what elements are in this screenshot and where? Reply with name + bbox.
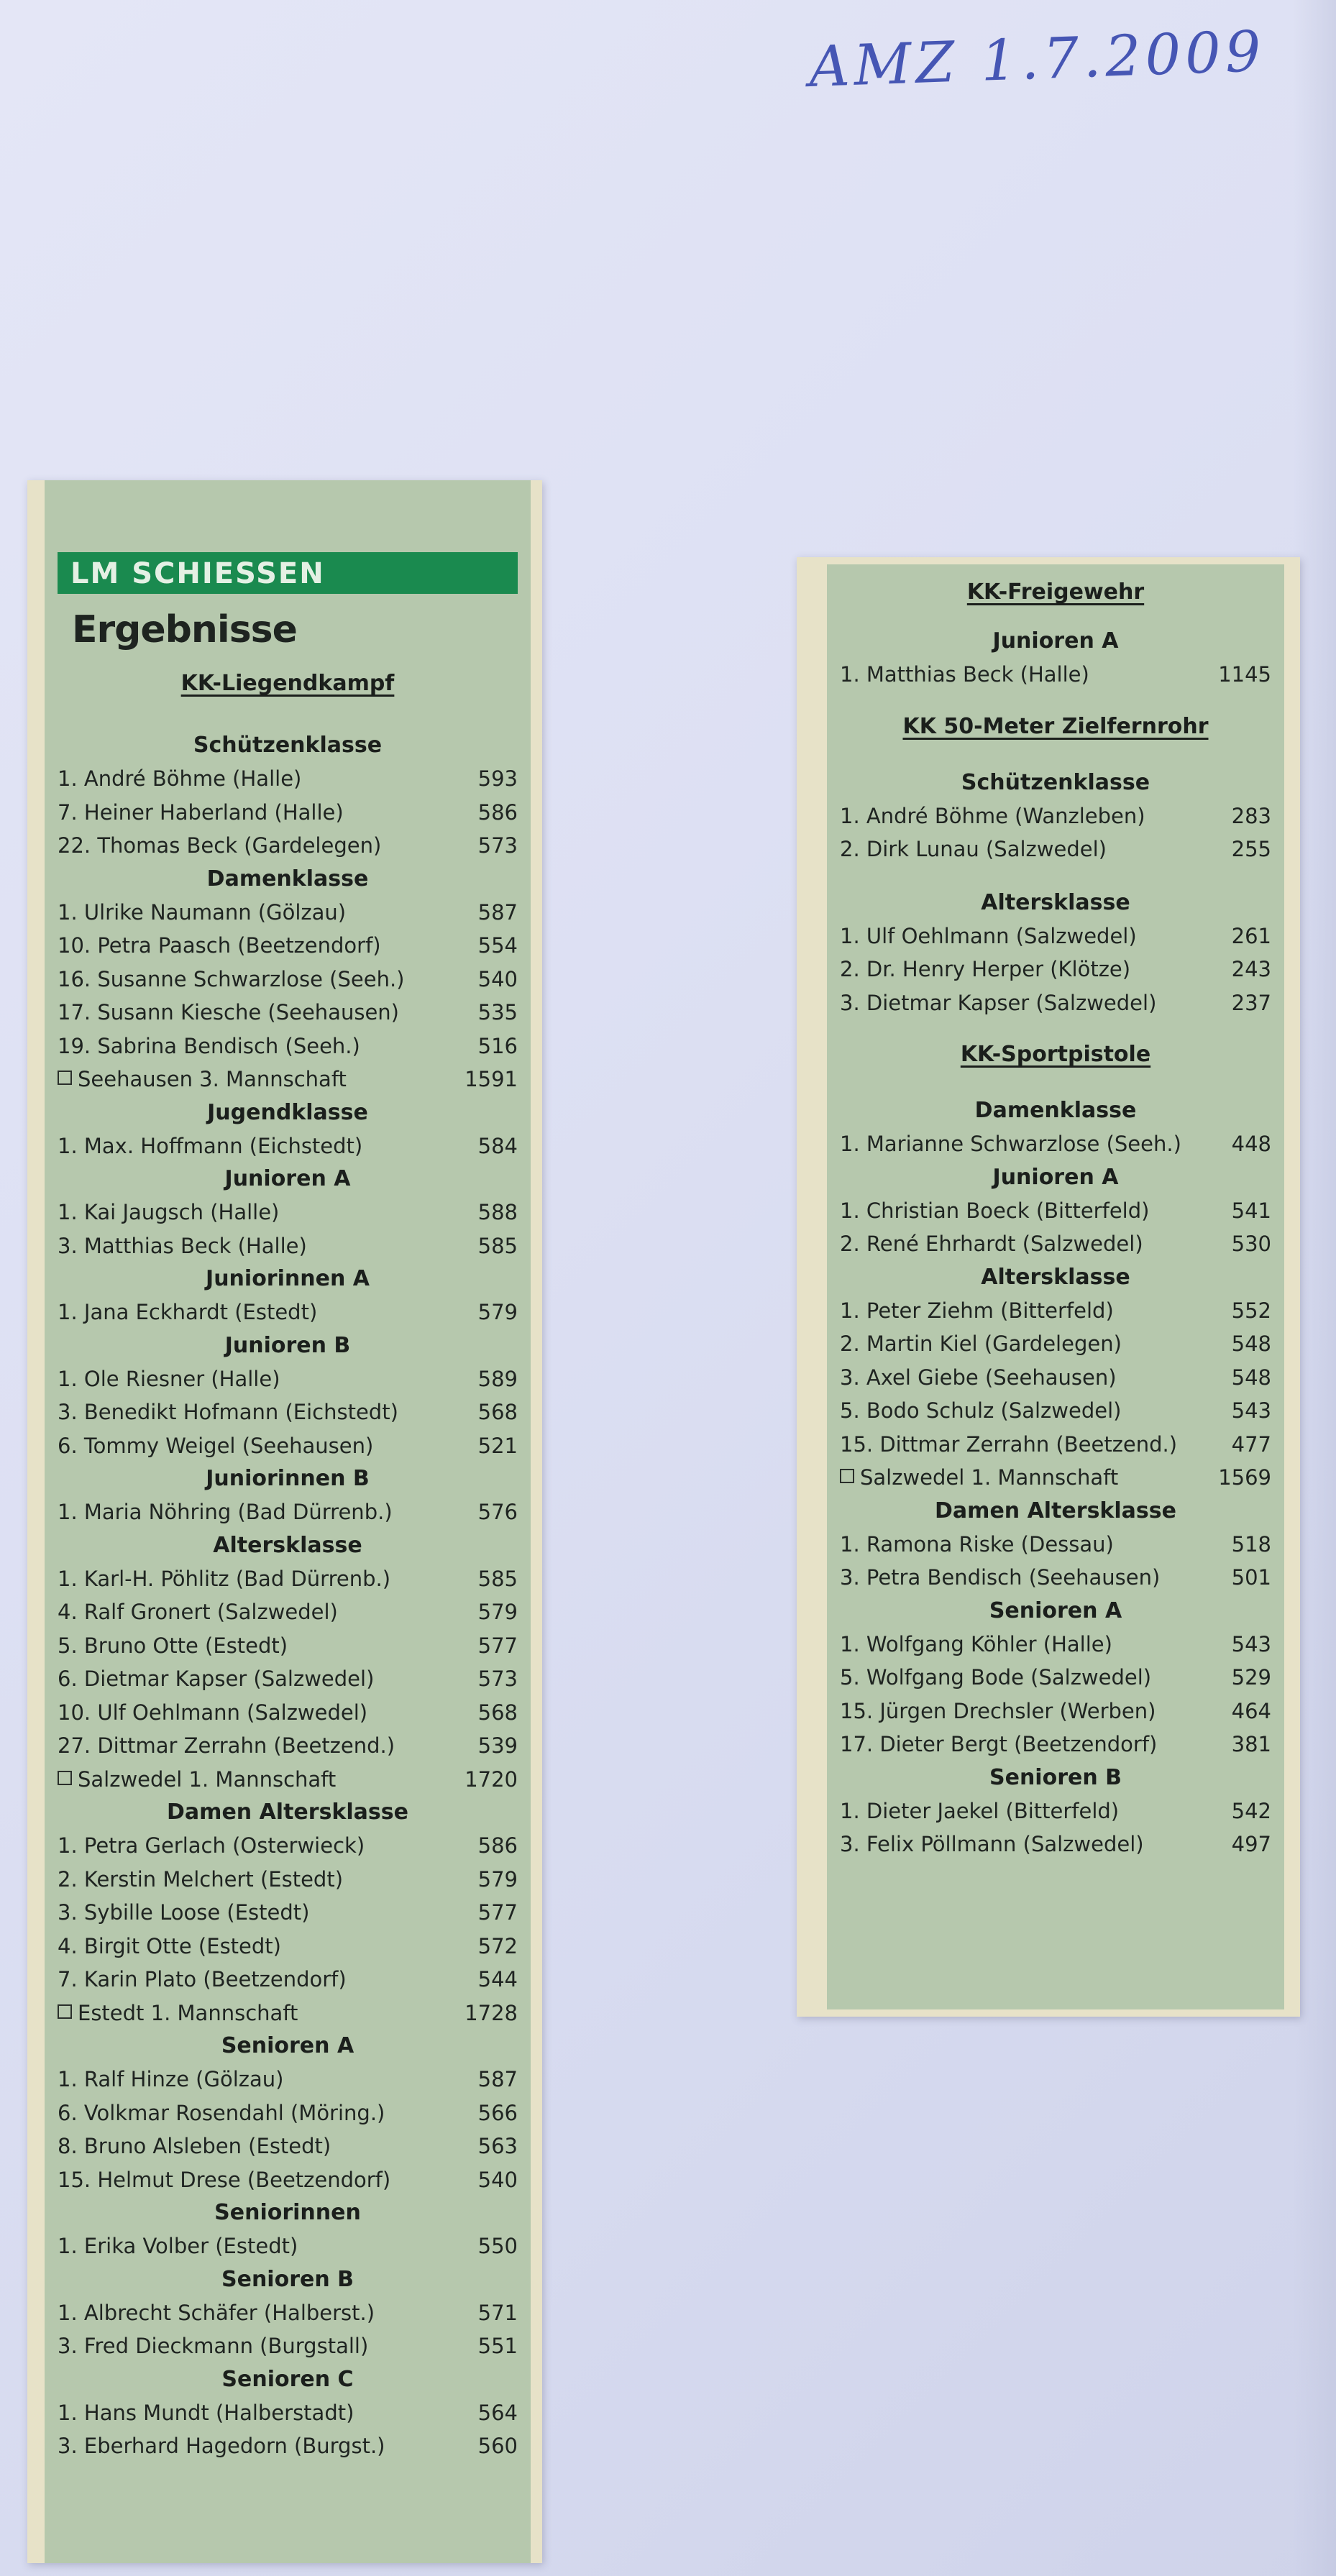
result-row: [840, 1561, 1271, 1595]
group-title: Juniorinnen A: [206, 1266, 370, 1291]
result-row: [58, 1129, 518, 1163]
competitor-name: 1. Hans Mundt (Halberstadt): [58, 2400, 354, 2425]
result-row: [58, 1662, 518, 1696]
competitor-name: Salzwedel 1. Mannschaft: [840, 1461, 1118, 1495]
score: 530: [1231, 1232, 1271, 1256]
result-row: [58, 1963, 518, 1997]
score: 573: [477, 833, 518, 858]
competitor-name: Seehausen 3. Mannschaft: [58, 1063, 347, 1096]
result-row: [58, 1429, 518, 1463]
score: 572: [477, 1933, 518, 1958]
group-title: Senioren B: [221, 2266, 354, 2292]
competitor-name: 17. Dieter Bergt (Beetzendorf): [840, 1732, 1158, 1756]
result-row: [58, 2063, 518, 2096]
group-title: Damenklasse: [206, 866, 369, 891]
category-heading: KK-Freigewehr: [966, 579, 1145, 605]
score: 593: [477, 766, 518, 791]
result-row: [840, 1828, 1271, 1861]
category-heading: KK 50-Meter Zielfernrohr: [902, 713, 1209, 739]
competitor-name: 3. Fred Dieckmann (Burgstall): [58, 2334, 369, 2358]
competitor-name: 1. Matthias Beck (Halle): [840, 662, 1089, 687]
score: 585: [477, 1566, 518, 1591]
result-row: [840, 1294, 1271, 1328]
score: 535: [477, 1000, 518, 1025]
score: 518: [1231, 1531, 1271, 1557]
result-row: [58, 1495, 518, 1529]
score: 448: [1231, 1132, 1271, 1156]
competitor-name: 15. Helmut Drese (Beetzendorf): [58, 2167, 391, 2192]
score: 587: [477, 899, 518, 925]
competitor-name: 1. Erika Volber (Estedt): [58, 2234, 298, 2258]
competitor-name: 1. Dieter Jaekel (Bitterfeld): [840, 1798, 1120, 1823]
group-title: Junioren A: [992, 1164, 1119, 1190]
competitor-name: 7. Heiner Haberland (Halle): [58, 799, 344, 825]
result-row: [58, 929, 518, 963]
score: 541: [1231, 1198, 1271, 1223]
competitor-name: 7. Karin Plato (Beetzendorf): [58, 1967, 347, 1991]
score: 381: [1231, 1732, 1271, 1756]
result-row: [58, 1896, 518, 1930]
result-row: [840, 1361, 1271, 1395]
competitor-name: 1. Ulf Oehlmann (Salzwedel): [840, 923, 1137, 948]
result-row: [840, 1227, 1271, 1261]
competitor-name: 6. Tommy Weigel (Seehausen): [58, 1433, 374, 1458]
score: 566: [477, 2100, 518, 2125]
competitor-name: 1. Ole Riesner (Halle): [58, 1366, 280, 1391]
result-row: [58, 1930, 518, 1963]
score: 579: [477, 1600, 518, 1624]
competitor-name: 6. Volkmar Rosendahl (Möring.): [58, 2100, 385, 2125]
clipping-left-body: [45, 480, 531, 2563]
competitor-name: 1. Ulrike Naumann (Gölzau): [58, 899, 347, 925]
score: 243: [1231, 957, 1271, 981]
score: 579: [477, 1300, 518, 1324]
result-row: [840, 920, 1271, 953]
result-row: [58, 1229, 518, 1263]
competitor-name: 3. Petra Bendisch (Seehausen): [840, 1565, 1161, 1590]
competitor-name: 15. Dittmar Zerrahn (Beetzend.): [840, 1431, 1178, 1457]
competitor-name: 1. Max. Hoffmann (Eichstedt): [58, 1133, 363, 1158]
competitor-name: 2. Dirk Lunau (Salzwedel): [840, 837, 1107, 861]
results-groups: [840, 625, 1271, 692]
result-row: [840, 1728, 1271, 1761]
group-title: Altersklasse: [213, 1532, 362, 1558]
result-row: [58, 1030, 518, 1063]
result-row: [58, 1296, 518, 1329]
score: 540: [477, 966, 518, 991]
group-title: Seniorinnen: [214, 2200, 361, 2225]
group-title: Damen Altersklasse: [167, 1800, 408, 1825]
result-row: [840, 658, 1271, 692]
clipping-right-content: [827, 564, 1284, 1861]
group-title: Schützenklasse: [193, 733, 383, 758]
result-row: [58, 896, 518, 930]
competitor-name: 1. Jana Eckhardt (Estedt): [58, 1300, 318, 1324]
score: 577: [477, 1633, 518, 1658]
competitor-name: 1. Christian Boeck (Bitterfeld): [840, 1198, 1150, 1223]
competitor-name: 3. Felix Pöllmann (Salzwedel): [840, 1832, 1144, 1856]
score: 571: [477, 2300, 518, 2325]
competitor-name: 17. Susann Kiesche (Seehausen): [58, 1000, 399, 1025]
competitor-name: 27. Dittmar Zerrahn (Beetzend.): [58, 1733, 395, 1758]
score: 563: [477, 2134, 518, 2158]
competitor-name: 1. Marianne Schwarzlose (Seeh.): [840, 1132, 1181, 1156]
score: 589: [477, 1366, 518, 1391]
result-row: [58, 2163, 518, 2197]
result-row: [58, 963, 518, 996]
result-row: [840, 1795, 1271, 1828]
result-row: [58, 2429, 518, 2463]
competitor-name: Salzwedel 1. Mannschaft: [58, 1763, 336, 1797]
group-title: Altersklasse: [981, 889, 1130, 915]
results-groups: [840, 1094, 1271, 1861]
competitor-name: 1. Ramona Riske (Dessau): [840, 1531, 1114, 1557]
competitor-name: 1. Wolfgang Köhler (Halle): [840, 1631, 1112, 1656]
competitor-name: 1. André Böhme (Halle): [58, 766, 302, 791]
score: 477: [1231, 1431, 1271, 1457]
competitor-name: 19. Sabrina Bendisch (Seeh.): [58, 1033, 360, 1058]
result-row: [58, 1729, 518, 1763]
competitor-name: 1. Albrecht Schäfer (Halberst.): [58, 2300, 375, 2325]
result-row: [58, 2130, 518, 2163]
score: 548: [1231, 1331, 1271, 1356]
team-result-row: [58, 1997, 518, 2030]
score: 1145: [1218, 662, 1271, 687]
clipping-left-content: [45, 480, 531, 2463]
results-groups: [58, 729, 518, 2463]
score: 464: [1231, 1698, 1271, 1723]
competitor-name: 4. Ralf Gronert (Salzwedel): [58, 1600, 338, 1624]
score: 529: [1231, 1665, 1271, 1690]
newspaper-clipping-right: [797, 557, 1300, 2017]
competitor-name: 1. André Böhme (Wanzleben): [840, 803, 1145, 828]
score: 542: [1231, 1798, 1271, 1823]
score: 1569: [1218, 1465, 1271, 1490]
competitor-name: 3. Eberhard Hagedorn (Burgst.): [58, 2434, 385, 2458]
result-row: [840, 1695, 1271, 1728]
group-title: Junioren B: [224, 1332, 351, 1358]
result-row: [58, 1395, 518, 1429]
result-row: [840, 833, 1271, 866]
competitor-name: 2. Kerstin Melchert (Estedt): [58, 1866, 344, 1892]
competitor-name: 3. Benedikt Hofmann (Eichstedt): [58, 1400, 398, 1424]
competitor-name: 5. Bodo Schulz (Salzwedel): [840, 1398, 1122, 1423]
handwritten-date-note: AMZ 1.7.2009: [807, 19, 1266, 101]
team-result-row: [58, 1063, 518, 1096]
result-row: [58, 829, 518, 863]
competitor-name: 2. Martin Kiel (Gardelegen): [840, 1331, 1122, 1356]
result-row: [58, 796, 518, 830]
competitor-name: 2. Dr. Henry Herper (Klötze): [840, 957, 1131, 981]
result-row: [840, 953, 1271, 986]
competitor-name: 3. Dietmar Kapser (Salzwedel): [840, 990, 1157, 1015]
score: 552: [1231, 1298, 1271, 1323]
group-title: Juniorinnen B: [206, 1466, 370, 1491]
masthead-banner: LM SCHIESSEN: [58, 552, 518, 594]
team-result-row: [840, 1461, 1271, 1495]
competitor-name: 8. Bruno Alsleben (Estedt): [58, 2134, 331, 2158]
score: 585: [477, 1233, 518, 1258]
group-title: Senioren A: [989, 1598, 1122, 1623]
group-title: Damenklasse: [974, 1098, 1137, 1123]
competitor-name: 1. Ralf Hinze (Gölzau): [58, 2067, 284, 2091]
competitor-name: 1. Peter Ziehm (Bitterfeld): [840, 1298, 1114, 1323]
result-row: [58, 2096, 518, 2130]
result-row: [58, 2329, 518, 2363]
score: 543: [1231, 1398, 1271, 1423]
competitor-name: 6. Dietmar Kapser (Salzwedel): [58, 1667, 375, 1691]
score: 501: [1231, 1565, 1271, 1590]
competitor-name: 1. Maria Nöhring (Bad Dürrenb.): [58, 1500, 393, 1524]
score: 516: [477, 1033, 518, 1058]
competitor-name: 3. Matthias Beck (Halle): [58, 1233, 307, 1258]
result-row: [58, 762, 518, 796]
result-row: [58, 2229, 518, 2263]
result-row: [840, 1661, 1271, 1695]
newspaper-clipping-left: [27, 480, 542, 2563]
score: 573: [477, 1667, 518, 1691]
result-row: [840, 1127, 1271, 1161]
result-row: [58, 1562, 518, 1596]
score: 237: [1231, 990, 1271, 1015]
competitor-name: 3. Axel Giebe (Seehausen): [840, 1365, 1117, 1390]
score: 255: [1231, 837, 1271, 861]
score: 551: [477, 2334, 518, 2358]
score: 564: [477, 2400, 518, 2425]
score: 261: [1231, 923, 1271, 948]
competitor-name: 10. Petra Paasch (Beetzendorf): [58, 933, 381, 958]
score: 1728: [465, 2000, 518, 2025]
result-row: [58, 1196, 518, 1229]
competitor-name: 22. Thomas Beck (Gardelegen): [58, 833, 382, 858]
result-row: [58, 1595, 518, 1629]
score: 550: [477, 2234, 518, 2258]
score: 584: [477, 1133, 518, 1158]
score: 539: [477, 1733, 518, 1758]
score: 560: [477, 2434, 518, 2458]
result-row: [58, 1863, 518, 1897]
competitor-name: 1. Petra Gerlach (Osterwieck): [58, 1833, 365, 1858]
score: 497: [1231, 1832, 1271, 1856]
result-row: [58, 996, 518, 1030]
result-row: [840, 1528, 1271, 1562]
score: 579: [477, 1866, 518, 1892]
group-title: Junioren A: [224, 1166, 351, 1191]
results-heading: Ergebnisse: [72, 608, 297, 651]
competitor-name: 1. Karl-H. Pöhlitz (Bad Dürrenb.): [58, 1566, 391, 1591]
result-row: [58, 1362, 518, 1396]
category-heading: KK-Sportpistole: [960, 1042, 1151, 1067]
group-title: Senioren C: [221, 2366, 354, 2392]
result-row: [58, 2296, 518, 2330]
category-heading: KK-Liegendkampf: [180, 671, 395, 696]
score: 586: [477, 799, 518, 825]
clipping-right-body: [827, 564, 1284, 2009]
result-row: [840, 1327, 1271, 1361]
score: 588: [477, 1200, 518, 1224]
score: 568: [477, 1400, 518, 1424]
score: 544: [477, 1967, 518, 1991]
result-row: [840, 1194, 1271, 1228]
score: 577: [477, 1900, 518, 1925]
competitor-name: 4. Birgit Otte (Estedt): [58, 1933, 281, 1958]
score: 568: [477, 1700, 518, 1725]
competitor-name: 10. Ulf Oehlmann (Salzwedel): [58, 1700, 368, 1725]
group-title: Senioren A: [221, 2033, 354, 2058]
results-groups: [840, 766, 1271, 1020]
competitor-name: 5. Wolfgang Bode (Salzwedel): [840, 1665, 1152, 1690]
result-row: [58, 1696, 518, 1730]
result-row: [58, 1829, 518, 1863]
group-title: Senioren B: [989, 1764, 1122, 1790]
score: 1720: [465, 1766, 518, 1792]
score: 587: [477, 2067, 518, 2091]
result-row: [840, 1628, 1271, 1661]
result-row: [840, 1428, 1271, 1462]
group-title: Schützenklasse: [961, 769, 1150, 795]
result-row: [58, 1629, 518, 1663]
competitor-name: 1. Kai Jaugsch (Halle): [58, 1200, 280, 1224]
result-row: [58, 2396, 518, 2430]
group-title: Junioren A: [992, 628, 1119, 654]
score: 540: [477, 2167, 518, 2192]
score: 1591: [465, 1067, 518, 1091]
team-result-row: [58, 1763, 518, 1797]
competitor-name: 16. Susanne Schwarzlose (Seeh.): [58, 966, 405, 991]
result-row: [840, 799, 1271, 833]
competitor-name: 3. Sybille Loose (Estedt): [58, 1900, 310, 1925]
score: 548: [1231, 1365, 1271, 1390]
result-row: [840, 986, 1271, 1020]
score: 576: [477, 1500, 518, 1524]
result-row: [840, 1394, 1271, 1428]
group-title: Damen Altersklasse: [935, 1498, 1176, 1523]
competitor-name: 15. Jürgen Drechsler (Werben): [840, 1698, 1156, 1723]
competitor-name: Estedt 1. Mannschaft: [58, 1997, 298, 2030]
score: 521: [477, 1433, 518, 1458]
competitor-name: 2. René Ehrhardt (Salzwedel): [840, 1232, 1143, 1256]
competitor-name: 5. Bruno Otte (Estedt): [58, 1633, 288, 1658]
score: 586: [477, 1833, 518, 1858]
score: 543: [1231, 1631, 1271, 1656]
group-title: Jugendklasse: [207, 1099, 368, 1125]
group-title: Altersklasse: [981, 1264, 1130, 1290]
score: 283: [1231, 803, 1271, 828]
score: 554: [477, 933, 518, 958]
